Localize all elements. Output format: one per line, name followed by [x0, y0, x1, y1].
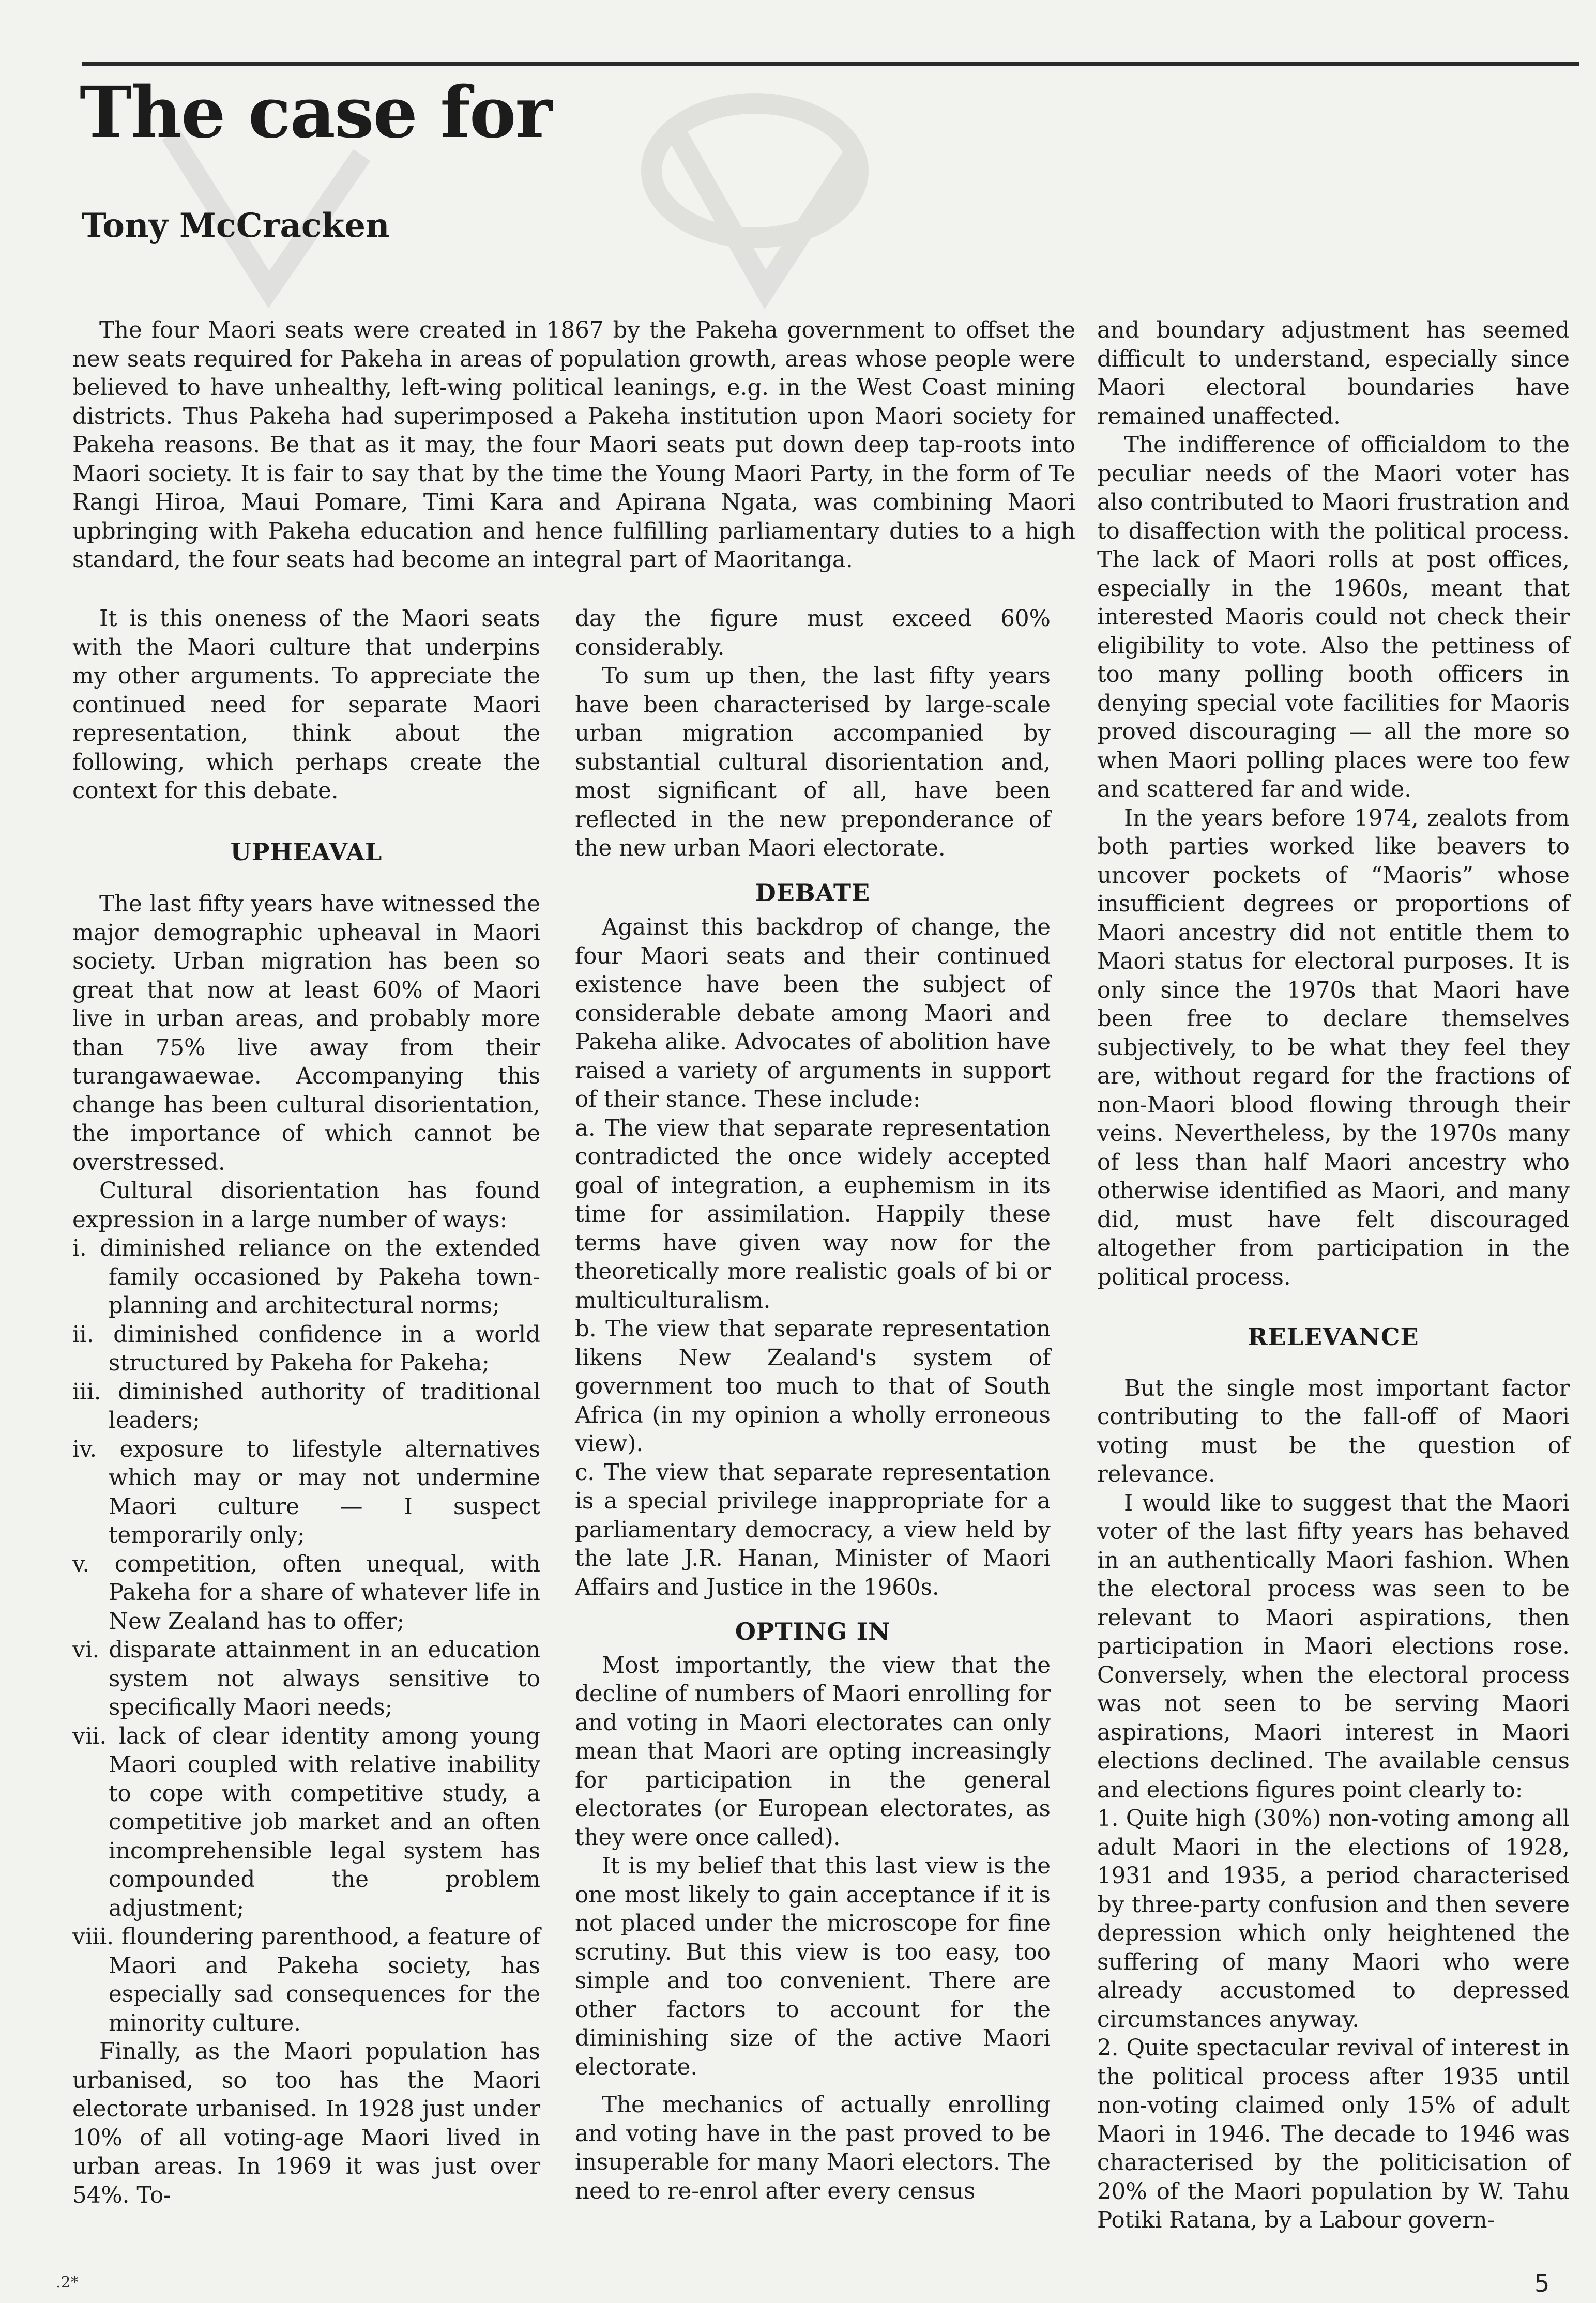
col1-opening-paragraph: It is this oneness of the Maori seats with the Maori culture that underpins my other arguments. To appreciate the continued need for separate Maori representation, think about the following, which perhaps create the context for this debate.	[72, 606, 540, 804]
heading-opting-in: OPTING IN	[735, 1618, 891, 1645]
relevance-paragraph: But the single most important factor contributing to the fall-off of Maori voting must be the question of relevance.	[1097, 1375, 1570, 1487]
upheaval-paragraph: The last fifty years have witnessed the major demographic upheaval in Maori society. Urban migration has been so great that now at least 60% of Maori live in urban areas, and probably more than 75% live away from their turangawaewae. Accompanying this change has been cultural disorientation, the importance of which cannot be overstressed.	[72, 891, 540, 1176]
intro-paragraph-block	[72, 316, 1075, 575]
folio-mark-left: .2*	[56, 2274, 79, 2292]
author-byline: Tony McCracken	[82, 206, 390, 245]
column-3	[1097, 316, 1570, 2235]
list-item: iii. diminished authority of traditional leaders;	[72, 1379, 540, 1433]
list-item: ii. diminished confidence in a world structured by Pakeha for Pakeha;	[72, 1321, 540, 1376]
point-2: 2. Quite spectacular revival of interest in the political process after 1935 until non-voting claimed only 15% of adult Maori in 1946. The decade to 1946 was characterised by the politicisation of 20% of the Maori population by W. Tahu Potiki Ratana, by a Labour govern-	[1097, 2035, 1570, 2233]
col3-continuation: and boundary adjustment has seemed difficult to understand, especially since Maori electoral boundaries have remained unaffected.	[1097, 317, 1570, 430]
zealots-paragraph: In the years before 1974, zealots from both parties worked like beavers to uncover pockets of “Maoris” whose insufficient degrees or proportions of Maori ancestry did not entitle them to Maori status for electoral purposes. It is only since the 1970s that Maori have been free to declare themselves subjectively, to be what they feel they are, without regard for the fractions of non-Maori blood flowing through their veins. Nevertheless, by the 1970s many of less than half Maori ancestry who otherwise identified as Maori, and many did, must have felt discouraged altogether from participation in the political process.	[1097, 805, 1570, 1290]
top-rule	[82, 62, 1579, 66]
list-item: vii. lack of clear identity among young Maori coupled with relative inability to cope with competitive study, a competitive job market and an often incomprehensible legal system has compounded the problem adjustment;	[72, 1723, 540, 1921]
opting-in-paragraph: Most importantly, the view that the decline of numbers of Maori enrolling for and voting in Maori electorates can only mean that Maori are opting increasingly for participation in the general electorates (or European electorates, as they were once called).	[575, 1652, 1051, 1851]
heading-upheaval: UPHEAVAL	[230, 837, 383, 866]
argument-c: c. The view that separate representation is a special privilege inappropriate for a parliamentary democracy, a view held by the late J.R. Hanan, Minister of Maori Affairs and Justice in the 1960s.	[575, 1459, 1051, 1600]
list-item: i. diminished reliance on the extended family occasioned by Pakeha town-planning and architectural norms;	[72, 1236, 540, 1319]
list-item: viii. floundering parenthood, a feature of Maori and Pakeha society, has especially sad consequences for the minority culture.	[72, 1924, 540, 2036]
debate-paragraph: Against this backdrop of change, the four Maori seats and their continued existence have been the subject of considerable debate among Maori and Pakeha alike. Advocates of abolition have raised a variety of arguments in support of their stance. These include:	[575, 914, 1051, 1112]
column-1	[72, 605, 540, 2210]
suggest-paragraph: I would like to suggest that the Maori voter of the last fifty years has behaved in an authentically Maori fashion. When the electoral process was seen to be relevant to Maori aspirations, then participation in Maori elections rose. Conversely, when the electoral process was not seen to be serving Maori aspirations, Maori interest in Maori elections declined. The available census and elections figures point clearly to:	[1097, 1490, 1570, 1803]
intro-paragraph: The four Maori seats were created in 1867 by the Pakeha government to offset the new seats required for Pakeha in areas of population growth, areas whose people were believed to have unhealthy, left-wing political leanings, e.g. in the West Coast mining districts. Thus Pakeha had superimposed a Pakeha institution upon Maori society for Pakeha reasons. Be that as it may, the four Maori seats put down deep tap-roots into Maori society. It is fair to say that by the time the Young Maori Party, in the form of Te Rangi Hiroa, Maui Pomare, Timi Kara and Apirana Ngata, was combining Maori upbringing with Pakeha education and hence fulfilling parliamentary duties to a high standard, the four seats had become an integral part of Maoritanga.	[72, 317, 1075, 573]
article-headline: The case for	[80, 71, 552, 154]
officialdom-paragraph: The indifference of officialdom to the peculiar needs of the Maori voter has also contributed to Maori frustration and to disaffection with the political process. The lack of Maori rolls at post offices, especially in the 1960s, meant that interested Maoris could not check their eligibility to vote. Also the pettiness of too many polling booth officers in denying special vote facilities for Maoris proved discouraging — all the more so when Maori polling places were too few and scattered far and wide.	[1097, 432, 1570, 802]
page-number: 5	[1534, 2269, 1550, 2297]
column-2	[575, 605, 1051, 2206]
point-1: 1. Quite high (30%) non-voting among all adult Maori in the elections of 1928, 1931 and 1935, a period characterised by three-party confusion and then severe depression which only heightened the suffering of many Maori who were already accustomed to depressed circumstances anyway.	[1097, 1806, 1570, 2033]
disorientation-paragraph: Cultural disorientation has found expression in a large number of ways:	[72, 1178, 540, 1233]
mechanics-paragraph: The mechanics of actually enrolling and voting have in the past proved to be insuperable for many Maori electors. The need to re-enrol after every census	[575, 2092, 1051, 2204]
list-item: v. competition, often unequal, with Pakeha for a share of whatever life in New Zealand has to offer;	[72, 1551, 540, 1635]
heading-relevance: RELEVANCE	[1248, 1323, 1419, 1351]
argument-b: b. The view that separate representation likens New Zealand's system of government too much to that of South Africa (in my opinion a wholly erroneous view).	[575, 1316, 1051, 1457]
heading-debate: DEBATE	[755, 878, 871, 907]
urbanised-paragraph: Finally, as the Maori population has urbanised, so too has the Maori electorate urbanised. In 1928 just under 10% of all voting-age Maori lived in urban areas. In 1969 it was just over 54%. To-	[72, 2039, 540, 2208]
argument-a: a. The view that separate representation contradicted the once widely accepted goal of integration, a euphemism in its time for assimilation. Happily these terms have given way now for the theoretically more realistic goals of bi or multiculturalism.	[575, 1115, 1051, 1314]
belief-paragraph: It is my belief that this last view is the one most likely to gain acceptance if it is not placed under the microscope for fine scrutiny. But this view is too easy, too simple and too convenient. There are other factors to account for the diminishing size of the active Maori electorate.	[575, 1853, 1051, 2080]
col2-continuation: day the figure must exceed 60% considerably.	[575, 606, 1051, 661]
list-item: vi. disparate attainment in an education system not always sensitive to specifically Maori needs;	[72, 1637, 540, 1720]
sum-up-paragraph: To sum up then, the last fifty years have been characterised by large-scale urban migration accompanied by substantial cultural disorientation and, most significant of all, have been reflected in the new preponderance of the new urban Maori electorate.	[575, 663, 1051, 861]
list-item: iv. exposure to lifestyle alternatives which may or may not undermine Maori culture — I suspect temporarily only;	[72, 1436, 540, 1548]
